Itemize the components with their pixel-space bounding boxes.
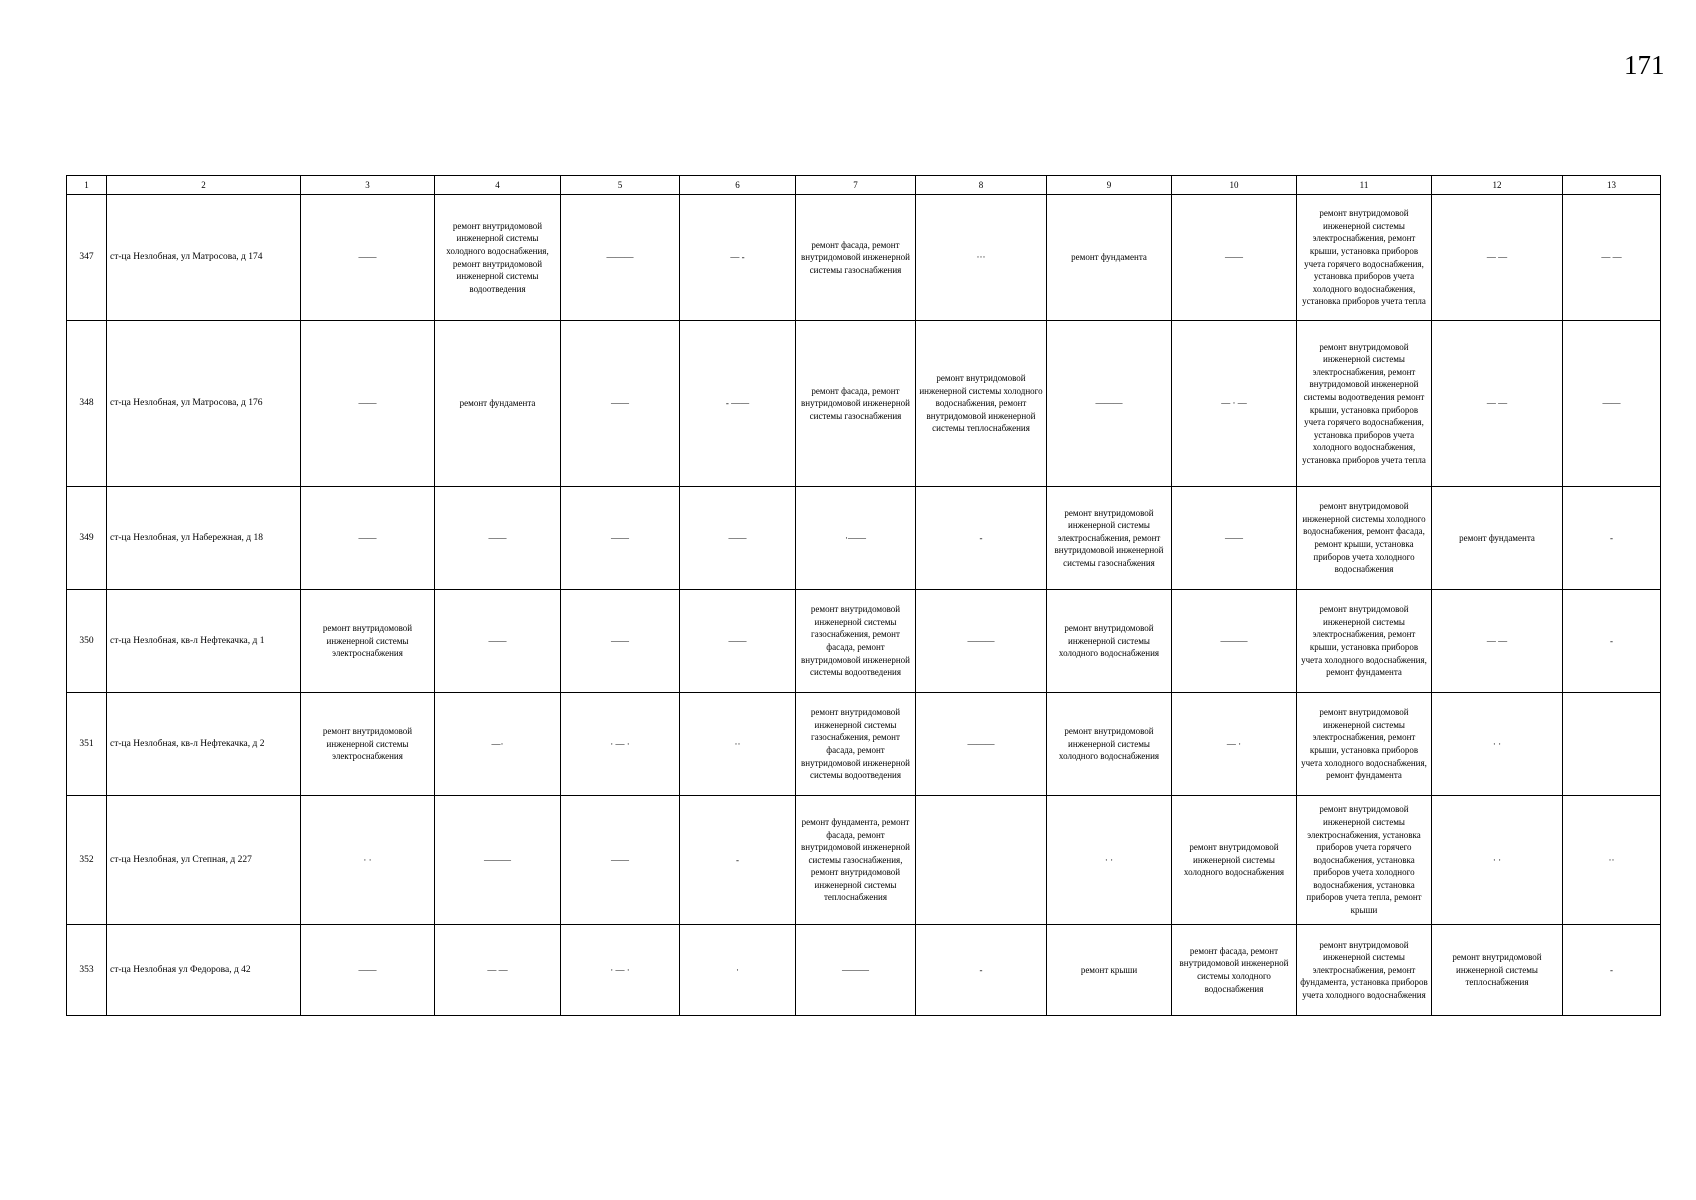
row-number: 349 <box>67 487 107 590</box>
address-cell: ст-ца Незлобная, ул Матросова, д 174 <box>107 195 301 321</box>
row-number: 348 <box>67 321 107 487</box>
work-cell: ·· <box>680 693 796 796</box>
work-cell: · <box>680 925 796 1016</box>
page-number: 171 <box>1624 50 1665 80</box>
work-cell: — — <box>435 925 561 1016</box>
column-number: 11 <box>1297 176 1432 195</box>
table-row <box>67 693 1661 796</box>
column-number: 1 <box>67 176 107 195</box>
column-number: 3 <box>301 176 435 195</box>
work-cell: — — <box>1432 321 1563 487</box>
work-cell: ·· <box>1563 796 1661 925</box>
address-cell: ст-ца Незлобная, ул Степная, д 227 <box>107 796 301 925</box>
work-cell: ремонт внутридомовой инженерной системы холодного водоснабжения, ремонт внутридомовой инженерной системы теплоснабжения <box>916 321 1047 487</box>
work-cell: —— <box>1172 195 1297 321</box>
work-cell: ——— <box>435 796 561 925</box>
work-cell: ремонт внутридомовой инженерной системы холодного водоснабжения, ремонт фасада, ремонт крыши, установка приборов учета холодного водоснабжения <box>1297 487 1432 590</box>
work-cell: ремонт внутридомовой инженерной системы газоснабжения, ремонт фасада, ремонт внутридомовой инженерной системы водоотведения <box>796 693 916 796</box>
work-cell: ремонт фасада, ремонт внутридомовой инженерной системы холодного водоснабжения <box>1172 925 1297 1016</box>
table-row <box>67 796 1661 925</box>
table-row <box>67 321 1661 487</box>
work-cell: —— <box>1563 321 1661 487</box>
work-cell: ремонт внутридомовой инженерной системы газоснабжения, ремонт фасада, ремонт внутридомовой инженерной системы водоотведения <box>796 590 916 693</box>
work-cell: ремонт фундамента <box>1432 487 1563 590</box>
work-cell <box>1563 693 1661 796</box>
work-cell: ремонт фасада, ремонт внутридомовой инженерной системы газоснабжения <box>796 321 916 487</box>
work-cell: —— <box>301 487 435 590</box>
work-cell: ремонт внутридомовой инженерной системы электроснабжения, ремонт фундамента, установка приборов учета холодного водоснабжения <box>1297 925 1432 1016</box>
work-cell: - <box>916 925 1047 1016</box>
work-cell: ремонт внутридомовой инженерной системы электроснабжения, ремонт внутридомовой инженерной системы газоснабжения <box>1047 487 1172 590</box>
work-cell: - <box>680 796 796 925</box>
work-cell: —— <box>435 487 561 590</box>
work-cell: ремонт внутридомовой инженерной системы электроснабжения <box>301 590 435 693</box>
work-cell: ремонт внутридомовой инженерной системы электроснабжения <box>301 693 435 796</box>
column-number: 12 <box>1432 176 1563 195</box>
work-cell: - <box>1563 487 1661 590</box>
work-cell: ремонт внутридомовой инженерной системы электроснабжения, ремонт внутридомовой инженерной системы водоотведения ремонт крыши, установка приборов учета горячего водоснабжения, установка приборов учета холодного водоснабжения, установка приборов учета тепла <box>1297 321 1432 487</box>
column-number: 9 <box>1047 176 1172 195</box>
work-cell: · — · <box>561 925 680 1016</box>
work-cell: — — <box>1432 195 1563 321</box>
work-cell: - <box>1563 590 1661 693</box>
work-cell: —— <box>435 590 561 693</box>
work-cell: ··· <box>916 195 1047 321</box>
address-cell: ст-ца Незлобная, ул Набережная, д 18 <box>107 487 301 590</box>
work-cell: —· <box>435 693 561 796</box>
work-cell: · — · <box>561 693 680 796</box>
address-cell: ст-ца Незлобная, ул Матросова, д 176 <box>107 321 301 487</box>
work-cell: ремонт фундамента, ремонт фасада, ремонт внутридомовой инженерной системы газоснабжения, ремонт внутридомовой инженерной системы теплоснабжения <box>796 796 916 925</box>
column-number: 7 <box>796 176 916 195</box>
row-number: 353 <box>67 925 107 1016</box>
work-cell: · · <box>301 796 435 925</box>
work-cell: - <box>916 487 1047 590</box>
work-cell: —— <box>680 590 796 693</box>
work-cell: — — <box>1432 590 1563 693</box>
table-row <box>67 925 1661 1016</box>
work-cell: ремонт внутридомовой инженерной системы холодного водоснабжения <box>1047 590 1172 693</box>
work-cell: —— <box>561 487 680 590</box>
work-cell: — · — <box>1172 321 1297 487</box>
work-cell: —— <box>301 195 435 321</box>
work-cell: · · <box>1432 693 1563 796</box>
row-number: 347 <box>67 195 107 321</box>
work-cell <box>916 796 1047 925</box>
work-cell: ремонт крыши <box>1047 925 1172 1016</box>
work-cell: —— <box>1172 487 1297 590</box>
work-cell: ——— <box>1172 590 1297 693</box>
work-cell: ремонт внутридомовой инженерной системы теплоснабжения <box>1432 925 1563 1016</box>
column-number: 2 <box>107 176 301 195</box>
address-cell: ст-ца Незлобная, кв-л Нефтекачка, д 1 <box>107 590 301 693</box>
work-cell: ——— <box>796 925 916 1016</box>
work-cell: ——— <box>1047 321 1172 487</box>
work-cell: ——— <box>916 590 1047 693</box>
work-cell: — · <box>1172 693 1297 796</box>
work-cell: - —— <box>680 321 796 487</box>
row-number: 352 <box>67 796 107 925</box>
address-cell: ст-ца Незлобная ул Федорова, д 42 <box>107 925 301 1016</box>
column-number: 5 <box>561 176 680 195</box>
work-cell: ремонт фундамента <box>435 321 561 487</box>
row-number: 351 <box>67 693 107 796</box>
table-body <box>67 176 1661 1016</box>
work-cell: — - <box>680 195 796 321</box>
table-row <box>67 590 1661 693</box>
work-cell: ремонт внутридомовой инженерной системы электроснабжения, ремонт крыши, установка приборов учета холодного водоснабжения, ремонт фундамента <box>1297 590 1432 693</box>
work-cell: —— <box>301 321 435 487</box>
work-cell: —— <box>680 487 796 590</box>
work-cell: ·—— <box>796 487 916 590</box>
row-number: 350 <box>67 590 107 693</box>
work-cell: —— <box>561 321 680 487</box>
column-number-row <box>67 176 1661 195</box>
work-cell: ремонт внутридомовой инженерной системы холодного водоснабжения <box>1172 796 1297 925</box>
work-cell: ремонт фасада, ремонт внутридомовой инженерной системы газоснабжения <box>796 195 916 321</box>
column-number: 13 <box>1563 176 1661 195</box>
work-cell: ремонт внутридомовой инженерной системы холодного водоснабжения, ремонт внутридомовой инженерной системы водоотведения <box>435 195 561 321</box>
work-cell: —— <box>561 796 680 925</box>
work-cell: —— <box>301 925 435 1016</box>
column-number: 10 <box>1172 176 1297 195</box>
work-cell: ремонт внутридомовой инженерной системы электроснабжения, установка приборов учета горячего водоснабжения, установка приборов учета холодного водоснабжения, установка приборов учета тепла, ремонт крыши <box>1297 796 1432 925</box>
work-cell: · · <box>1432 796 1563 925</box>
work-cell: · · <box>1047 796 1172 925</box>
work-cell: - <box>1563 925 1661 1016</box>
work-cell: ремонт внутридомовой инженерной системы холодного водоснабжения <box>1047 693 1172 796</box>
work-cell: ремонт внутридомовой инженерной системы электроснабжения, ремонт крыши, установка приборов учета холодного водоснабжения, ремонт фундамента <box>1297 693 1432 796</box>
address-cell: ст-ца Незлобная, кв-л Нефтекачка, д 2 <box>107 693 301 796</box>
table-row <box>67 195 1661 321</box>
column-number: 6 <box>680 176 796 195</box>
work-cell: ремонт внутридомовой инженерной системы электроснабжения, ремонт крыши, установка приборов учета горячего водоснабжения, установка приборов учета холодного водоснабжения, установка приборов учета тепла <box>1297 195 1432 321</box>
repair-schedule-table <box>66 175 1661 1016</box>
work-cell: ремонт фундамента <box>1047 195 1172 321</box>
table-row <box>67 487 1661 590</box>
work-cell: —— <box>561 590 680 693</box>
column-number: 8 <box>916 176 1047 195</box>
work-cell: — — <box>1563 195 1661 321</box>
column-number: 4 <box>435 176 561 195</box>
work-cell: ——— <box>561 195 680 321</box>
work-cell: ——— <box>916 693 1047 796</box>
